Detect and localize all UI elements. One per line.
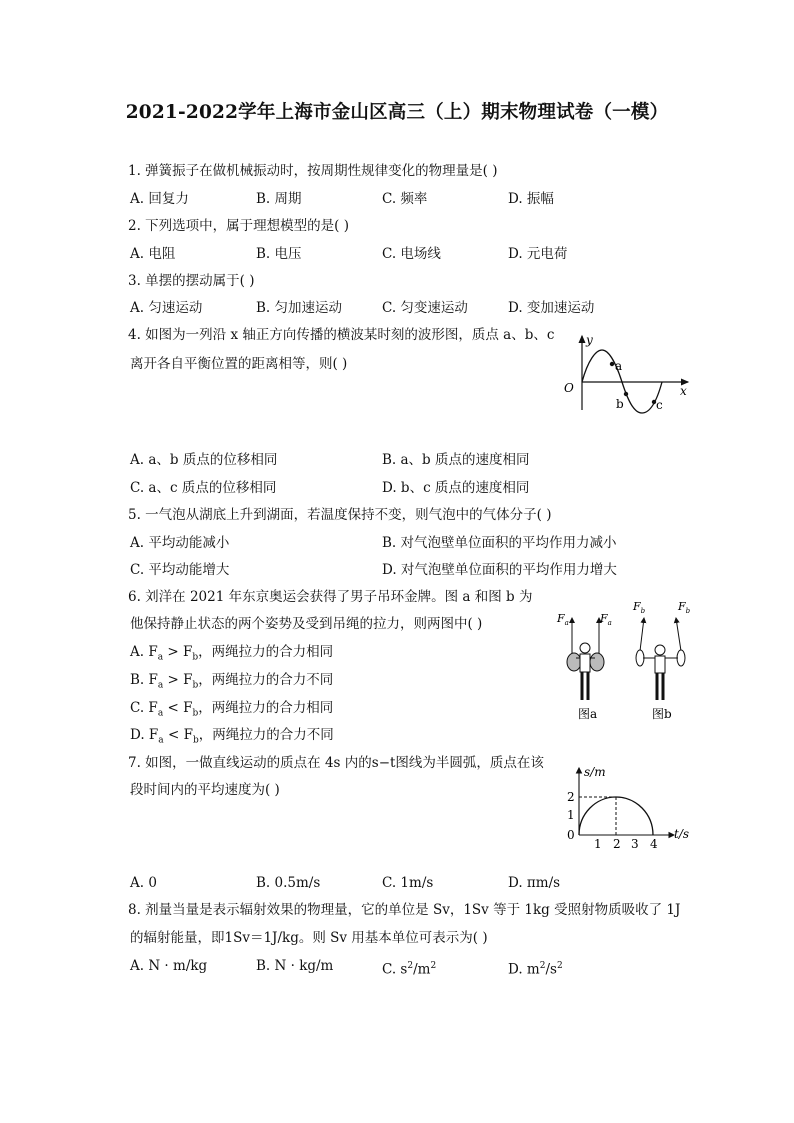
q7-option-a[interactable]: A. 0 <box>130 875 157 891</box>
question-8-stem-line2: 的辐射能量，即1Sv＝1J/kg。则 Sv 用基本单位可表示为( ) <box>130 930 488 946</box>
q4-option-a[interactable]: A. a、b 质点的位移相同 <box>130 452 278 468</box>
q6-option-c[interactable]: C. $F_a < F_b$，两绳拉力的合力相同 <box>130 700 334 719</box>
question-4-stem-line2: 离开各自平衡位置的距离相等，则( ) <box>130 356 348 372</box>
point-c-label: c <box>656 398 663 412</box>
q8-option-b[interactable]: B. N · kg/m <box>256 958 334 974</box>
x-tick-4: 4 <box>650 837 658 851</box>
q2-option-c[interactable]: C. 电场线 <box>382 246 441 262</box>
q3-option-c[interactable]: C. 匀变速运动 <box>382 300 468 316</box>
q4-option-d[interactable]: D. b、c 质点的速度相同 <box>382 480 530 496</box>
question-7-stem-line2: 段时间内的平均速度为( ) <box>130 782 280 798</box>
q6-option-d[interactable]: D. $F_a < F_b$，两绳拉力的合力不同 <box>130 727 334 746</box>
q8-option-a[interactable]: A. N · m/kg <box>130 958 208 974</box>
q6-option-a[interactable]: A. $F_a > F_b$，两绳拉力的合力相同 <box>130 644 334 663</box>
x-tick-2: 2 <box>613 837 621 851</box>
graph-y-label: s/m <box>584 765 606 779</box>
q4-option-c[interactable]: C. a、c 质点的位移相同 <box>130 480 277 496</box>
q8-option-d[interactable]: D. $m^2/s^2$ <box>508 961 563 978</box>
question-6-stem-line1: 6. 刘洋在 2021 年东京奥运会获得了男子吊环金牌。图 a 和图 b 为 <box>128 589 533 605</box>
q2-option-b[interactable]: B. 电压 <box>256 246 302 262</box>
q8-option-c[interactable]: C. $s^2/m^2$ <box>382 961 437 978</box>
q5-option-a[interactable]: A. 平均动能减小 <box>130 535 230 551</box>
origin-label: 0 <box>567 828 575 842</box>
wave-x-label: x <box>680 384 687 398</box>
q5-option-d[interactable]: D. 对气泡壁单位面积的平均作用力增大 <box>382 562 617 578</box>
question-1-stem: 1. 弹簧振子在做机械振动时，按周期性规律变化的物理量是( ) <box>128 163 498 179</box>
q7-option-b[interactable]: B. 0.5m/s <box>256 875 321 891</box>
figure-b-caption: 图b <box>652 707 672 721</box>
x-tick-3: 3 <box>631 837 639 851</box>
y-tick-1: 1 <box>567 808 575 822</box>
point-b-label: b <box>616 397 624 411</box>
q1-option-b[interactable]: B. 周期 <box>256 191 302 207</box>
q2-option-a[interactable]: A. 电阻 <box>130 246 176 262</box>
q1-option-c[interactable]: C. 频率 <box>382 191 428 207</box>
q6-option-b[interactable]: B. $F_a > F_b$，两绳拉力的合力不同 <box>130 672 334 691</box>
graph-x-label: t/s <box>674 827 690 841</box>
question-3-stem: 3. 单摆的摆动属于( ) <box>128 273 255 289</box>
force-b-right-label: $F_b$ <box>678 600 691 615</box>
q5-option-c[interactable]: C. 平均动能增大 <box>130 562 230 578</box>
q7-option-c[interactable]: C. 1m/s <box>382 875 434 891</box>
force-a-left-label: $F_a$ <box>557 612 569 627</box>
rings-figure <box>552 596 698 724</box>
wave-origin-label: O <box>564 381 574 395</box>
question-2-stem: 2. 下列选项中，属于理想模型的是( ) <box>128 218 349 234</box>
force-a-right-label: $F_a$ <box>600 612 612 627</box>
q3-option-b[interactable]: B. 匀加速运动 <box>256 300 343 316</box>
x-tick-1: 1 <box>594 837 602 851</box>
question-6-stem-line2: 他保持静止状态的两个姿势及受到吊绳的拉力，则两图中( ) <box>130 616 483 632</box>
wave-figure <box>560 330 695 415</box>
q1-option-d[interactable]: D. 振幅 <box>508 191 554 207</box>
q5-option-b[interactable]: B. 对气泡壁单位面积的平均作用力减小 <box>382 535 617 551</box>
figure-a-caption: 图a <box>578 707 598 721</box>
point-a-label: a <box>615 359 623 373</box>
page-title: 2021-2022学年上海市金山区高三（上）期末物理试卷（一模） <box>125 102 669 123</box>
q3-option-a[interactable]: A. 匀速运动 <box>130 300 203 316</box>
s-t-graph <box>562 760 694 852</box>
q2-option-d[interactable]: D. 元电荷 <box>508 246 568 262</box>
y-tick-2: 2 <box>567 790 575 804</box>
q3-option-d[interactable]: D. 变加速运动 <box>508 300 595 316</box>
wave-y-label: y <box>586 333 593 347</box>
question-8-stem-line1: 8. 剂量当量是表示辐射效果的物理量，它的单位是 Sv，1Sv 等于 1kg 受照射物质吸收了 1J <box>128 902 681 918</box>
question-4-stem-line1: 4. 如图为一列沿 x 轴正方向传播的横波某时刻的波形图，质点 a、b、c <box>128 327 555 343</box>
q7-option-d[interactable]: D. πm/s <box>508 875 561 891</box>
q4-option-b[interactable]: B. a、b 质点的速度相同 <box>382 452 530 468</box>
q1-option-a[interactable]: A. 回复力 <box>130 191 189 207</box>
force-b-left-label: $F_b$ <box>633 600 646 615</box>
question-5-stem: 5. 一气泡从湖底上升到湖面，若温度保持不变，则气泡中的气体分子( ) <box>128 507 552 523</box>
question-7-stem-line1: 7. 如图，一做直线运动的质点在 4s 内的s−t图线为半圆弧，质点在该 <box>128 755 544 771</box>
